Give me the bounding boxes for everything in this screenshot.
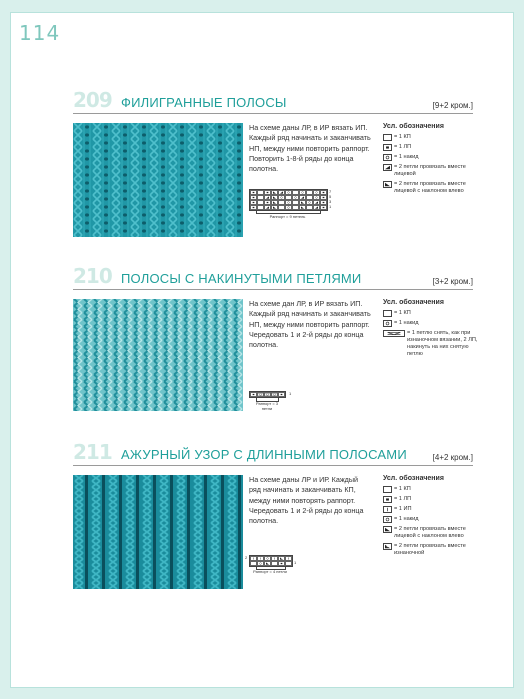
section-header xyxy=(73,89,473,114)
yarn-over-symbol-icon xyxy=(383,320,392,327)
chart-cell xyxy=(278,392,285,397)
legend xyxy=(383,299,478,361)
legend-text: = 2 петли провязать вместе лицевой с наклоном влево xyxy=(394,181,466,194)
purl-symbol-icon xyxy=(383,144,392,151)
purl-symbol-icon xyxy=(383,496,392,503)
swatch-photo xyxy=(73,299,243,411)
legend-item xyxy=(383,154,478,161)
chart-row-number: 2 xyxy=(245,555,248,560)
chart-cell xyxy=(264,392,271,397)
knitting-chart xyxy=(249,189,332,219)
chart-row-number: 1 xyxy=(329,204,332,209)
swatch-photo xyxy=(73,475,243,589)
legend-title: Усл. обозначения xyxy=(383,299,444,306)
legend-text: = 1 ИП xyxy=(394,506,412,512)
legend-text: = 1 КП xyxy=(394,486,411,492)
legend-item xyxy=(383,526,478,540)
purl-wrong-symbol-icon xyxy=(383,506,392,513)
k2tog-right-symbol-icon xyxy=(383,164,392,171)
chart-row-number: 1 xyxy=(289,391,292,396)
legend-list xyxy=(383,486,478,557)
chart-cell xyxy=(250,392,257,397)
legend-item xyxy=(383,516,478,523)
book-page xyxy=(10,12,514,688)
legend-item xyxy=(383,144,478,151)
legend-text: = 1 накид xyxy=(394,154,419,160)
legend-text: = 2 петли провязать вместе изнаночной xyxy=(394,543,466,556)
knit-symbol-icon xyxy=(383,134,392,141)
legend-item xyxy=(383,330,478,358)
pattern-repeat: [4+2 кром.] xyxy=(432,453,473,462)
pass-over-symbol-icon xyxy=(383,330,405,337)
swatch-photo xyxy=(73,123,243,237)
legend-item xyxy=(383,134,478,141)
pattern-repeat: [9+2 кром.] xyxy=(432,101,473,110)
pattern-section-209 xyxy=(73,88,473,219)
k2tog-left-symbol-icon xyxy=(383,526,392,533)
pattern-title: ФИЛИГРАННЫЕ ПОЛОСЫ xyxy=(121,95,287,110)
chart-cell xyxy=(320,205,327,210)
legend-item xyxy=(383,506,478,513)
pattern-description: На схеме даны ЛР и ИР. Каждый ряд начинать и заканчивать КП, между ними повторять раппорт. Чередовать 1 и 2-й ряды до конца полотна. xyxy=(249,475,364,526)
chart-grid xyxy=(249,189,328,211)
pattern-number: 209 xyxy=(73,88,112,112)
rapport-label: Раппорт = 3 петли xyxy=(255,401,279,411)
rapport-label: Раппорт = 9 петель xyxy=(269,214,306,219)
knit-symbol-icon xyxy=(383,310,392,317)
legend-item xyxy=(383,486,478,493)
legend-text: = 1 КП xyxy=(394,310,411,316)
legend-text: = 2 петли провязать вместе лицевой xyxy=(394,164,466,177)
legend-item xyxy=(383,543,478,557)
legend-item xyxy=(383,496,478,503)
legend-text: = 1 КП xyxy=(394,134,411,140)
legend-list xyxy=(383,134,478,195)
pattern-section-211 xyxy=(73,440,473,574)
legend-title: Усл. обозначения xyxy=(383,475,444,482)
chart-grid xyxy=(249,391,286,398)
pattern-number: 211 xyxy=(73,440,112,464)
legend xyxy=(383,123,478,198)
legend-item xyxy=(383,320,478,327)
chart-row-number: 5 xyxy=(329,194,332,199)
legend-text: = 1 петлю снять, как при изнаночном вязании, 2 ЛП, накинуть на них снятую петлю xyxy=(407,330,478,357)
legend-text: = 1 накид xyxy=(394,516,419,522)
legend-text: = 2 петли провязать вместе лицевой с наклоном влево xyxy=(394,526,466,539)
section-header xyxy=(73,441,473,466)
pattern-number: 210 xyxy=(73,264,112,288)
section-header xyxy=(73,265,473,290)
chart-cell xyxy=(257,392,264,397)
chart-cell xyxy=(285,561,292,566)
legend-title: Усл. обозначения xyxy=(383,123,444,130)
knitting-chart xyxy=(245,555,297,574)
chart-row-number: 1 xyxy=(294,560,297,565)
legend xyxy=(383,475,478,560)
knit-symbol-icon xyxy=(383,486,392,493)
pattern-description: На схеме даны ЛР, в ИР вязать ИП. Каждый ряд начинать и заканчивать НП, между ними повторить раппорт. Повторить 1-8-й ряды до конца полотна. xyxy=(249,123,371,174)
knitting-chart xyxy=(249,391,292,411)
yarn-over-symbol-icon xyxy=(383,516,392,523)
rapport-label: Раппорт = 4 петли xyxy=(253,569,287,574)
legend-item xyxy=(383,164,478,178)
legend-item xyxy=(383,310,478,317)
pattern-description: На схеме дан ЛР, в ИР вязать ИП. Каждый ряд начинать и заканчивать НП, между ними повторить раппорт. Чередовать 1 и 2-й ряды до конца полотна. xyxy=(249,299,371,350)
legend-item xyxy=(383,181,478,195)
legend-list xyxy=(383,310,478,358)
legend-text: = 1 ЛП xyxy=(394,144,412,150)
pattern-repeat: [3+2 кром.] xyxy=(432,277,473,286)
legend-text: = 1 ЛП xyxy=(394,496,412,502)
page-number: 114 xyxy=(19,21,61,45)
pattern-title: АЖУРНЫЙ УЗОР С ДЛИННЫМИ ПОЛОСАМИ xyxy=(121,447,407,462)
p2tog-symbol-icon xyxy=(383,543,392,550)
pattern-section-210 xyxy=(73,264,478,411)
chart-cell xyxy=(271,392,278,397)
chart-row-number: 3 xyxy=(329,199,332,204)
k2tog-left-symbol-icon xyxy=(383,181,392,188)
pattern-title: ПОЛОСЫ С НАКИНУТЫМИ ПЕТЛЯМИ xyxy=(121,271,362,286)
legend-text: = 1 накид xyxy=(394,320,419,326)
yarn-over-symbol-icon xyxy=(383,154,392,161)
chart-row-number: 7 xyxy=(329,189,332,194)
